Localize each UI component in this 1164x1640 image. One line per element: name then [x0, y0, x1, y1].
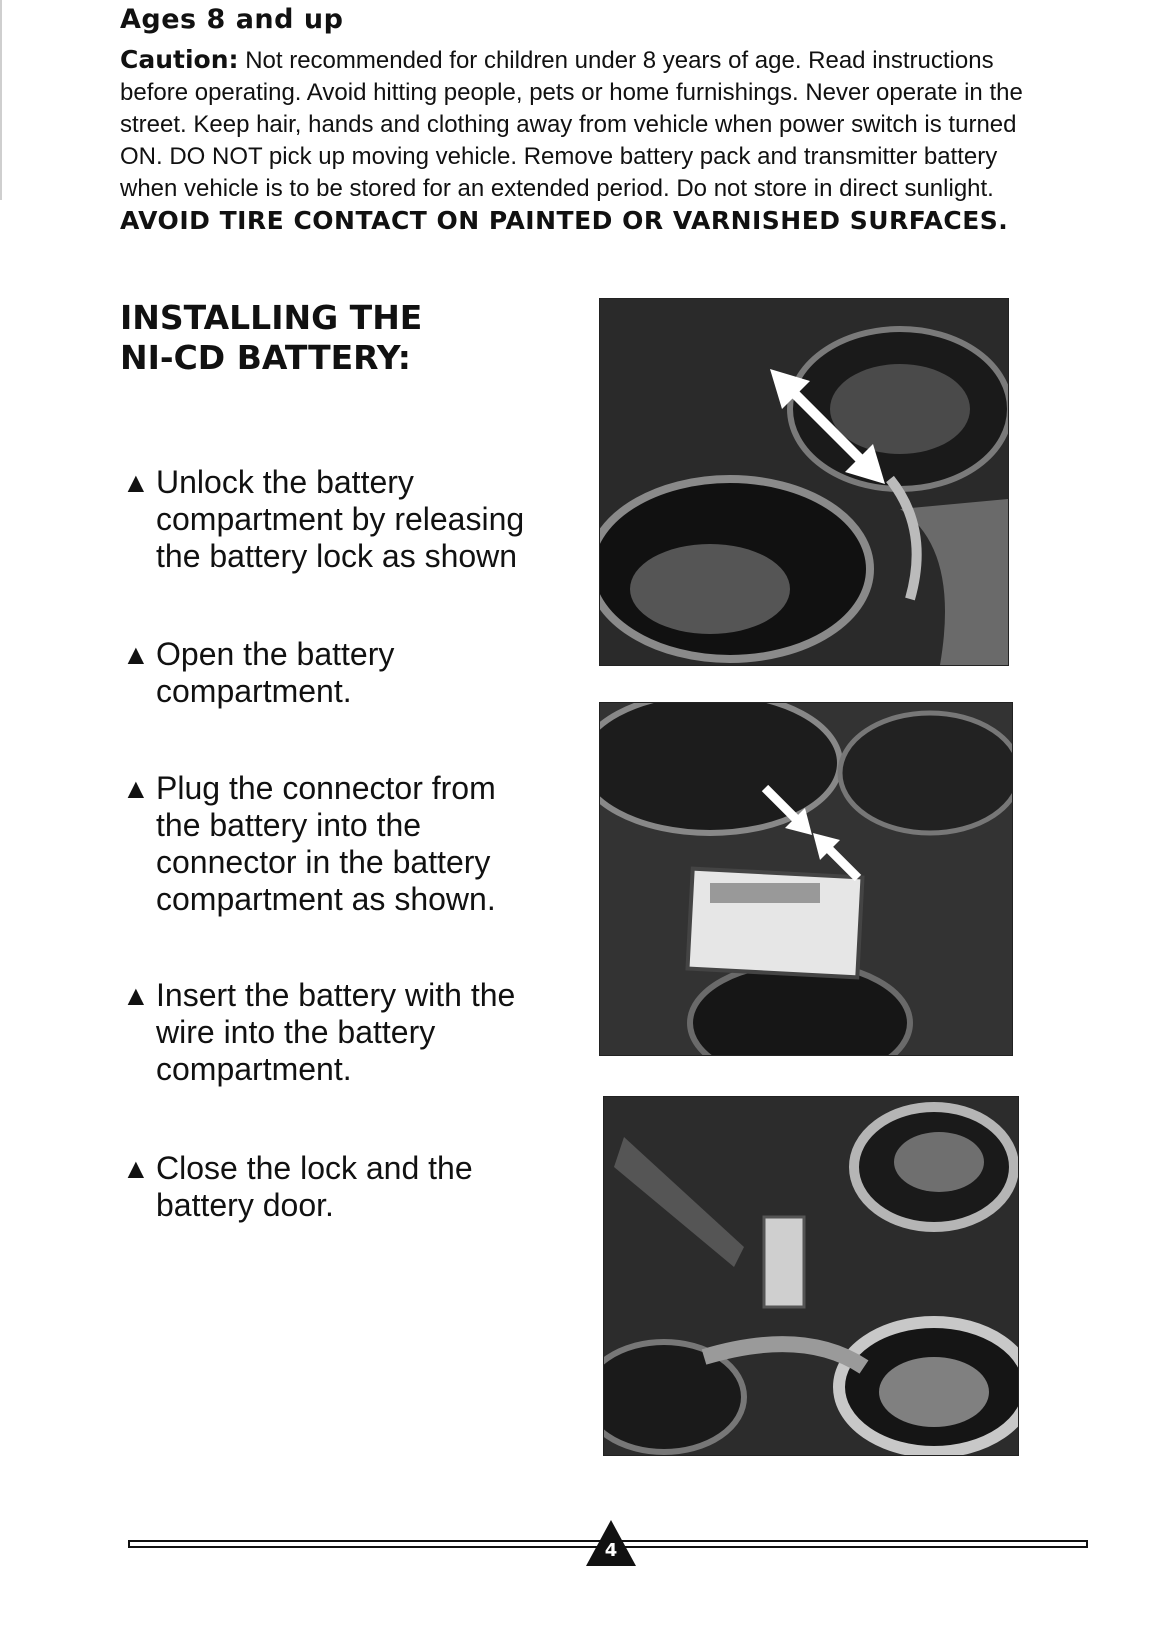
triangle-bullet-icon: ▲: [122, 1153, 150, 1184]
photo-battery-closed-illustration: [604, 1097, 1018, 1455]
section-title-line1: INSTALLING THE: [120, 298, 423, 337]
photo-battery-lock: [599, 298, 1009, 666]
triangle-bullet-icon: ▲: [122, 639, 150, 670]
triangle-bullet-icon: ▲: [122, 467, 150, 498]
photo-battery-lock-illustration: [600, 299, 1008, 665]
step-text: Insert the battery with the wire into the battery compartment.: [156, 977, 516, 1087]
caution-text: Not recommended for children under 8 years of age. Read instructions before operating. Avoid hitting people, pets or home furnishings. Never operate in the street. Keep hair, hands and clothing away from vehicle when power switch is turned ON. DO NOT pick up moving vehicle. Remove battery pack and transmitter battery when vehicle is to be stored for an extended period. Do not store in direct sunlight.: [120, 47, 1023, 202]
step-insert: [122, 977, 562, 1088]
step-unlock: [122, 464, 562, 575]
triangle-bullet-icon: ▲: [122, 773, 150, 804]
age-rating: Ages 8 and up: [120, 4, 344, 35]
step-plug: [122, 770, 542, 918]
section-title-line2: NI-CD BATTERY:: [120, 338, 411, 377]
caution-block: [120, 44, 1040, 238]
scan-edge: [0, 0, 2, 200]
photo-connector-illustration: [600, 703, 1012, 1055]
step-close: [122, 1150, 482, 1224]
step-text: Plug the connector from the battery into the connector in the battery compartment as shown.: [156, 770, 496, 917]
caution-emphasis: AVOID TIRE CONTACT ON PAINTED OR VARNISHED SURFACES.: [120, 206, 1009, 235]
photo-connector: [599, 702, 1013, 1056]
step-open: [122, 636, 452, 710]
section-title: [120, 298, 560, 378]
step-text: Open the battery compartment.: [156, 636, 395, 709]
page-number: 4: [604, 1540, 618, 1561]
triangle-bullet-icon: ▲: [122, 980, 150, 1011]
photo-battery-closed: [603, 1096, 1019, 1456]
step-text: Close the lock and the battery door.: [156, 1150, 473, 1223]
step-text: Unlock the battery compartment by releasing the battery lock as shown: [156, 464, 525, 574]
caution-label: Caution:: [120, 45, 239, 74]
